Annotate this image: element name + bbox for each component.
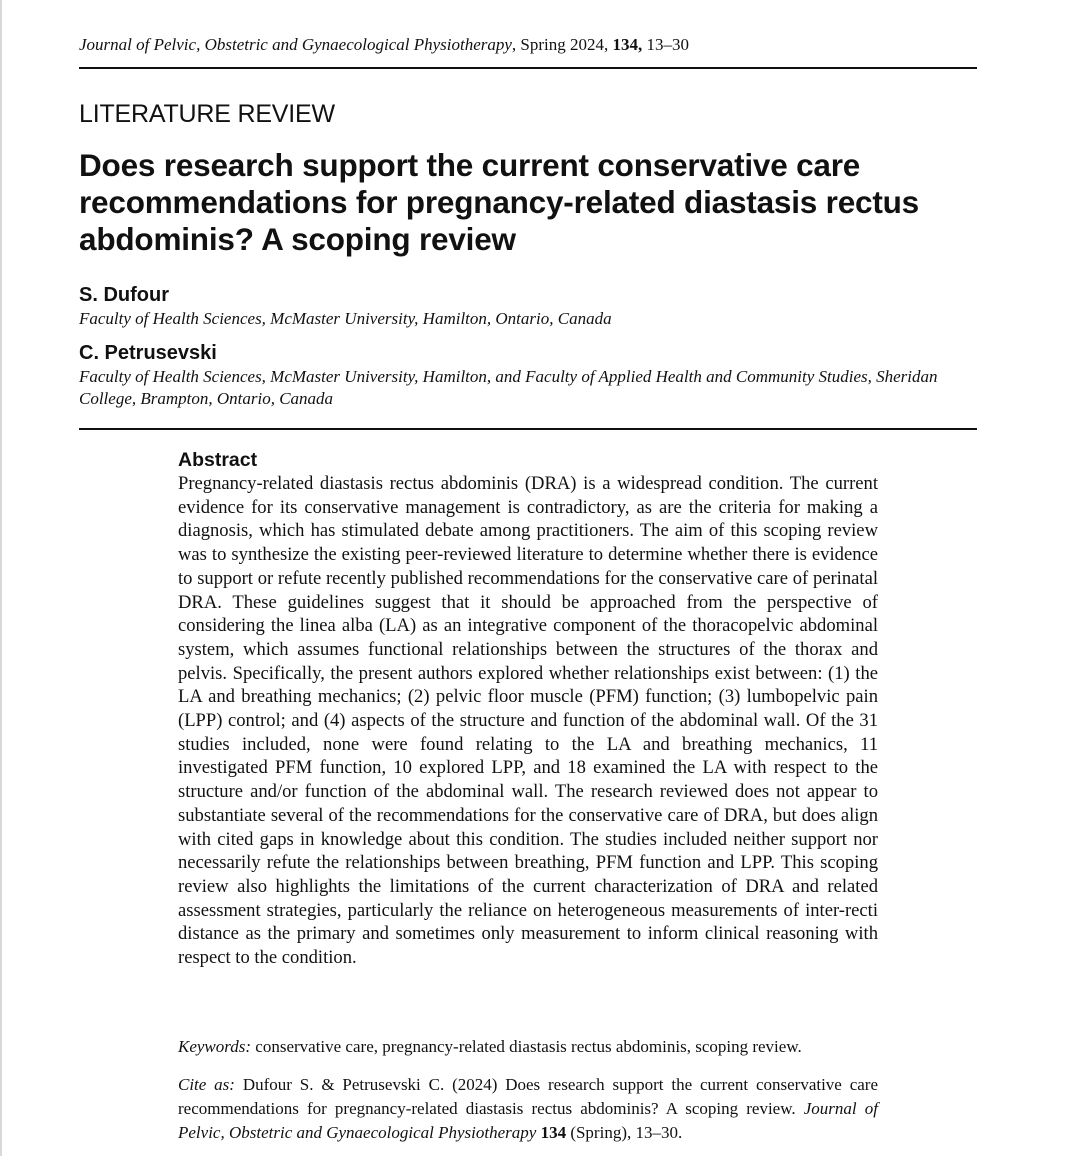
journal-volume: 134, — [612, 35, 643, 54]
author-affiliation: Faculty of Health Sciences, McMaster University, Hamilton, and Faculty of Applied Health and Community Studies, Sheridan College, Brampton, Ontario, Canada — [79, 367, 938, 408]
citation-rest: (Spring), 13–30. — [566, 1123, 683, 1142]
citation-text: Dufour S. & Petrusevski C. (2024) Does research support the current conservative care recommendations for pregnancy-related diastasis rectus abdominis? A scoping review. — [178, 1075, 878, 1118]
section-rule — [79, 428, 977, 430]
citation-volume: 134 — [540, 1123, 567, 1142]
abstract-body: Pregnancy-related diastasis rectus abdominis (DRA) is a widespread condition. The current evidence for its conservative management is contradictory, as are the criteria for making a diagnosis, which has stimulated debate among practitioners. The aim of this scoping review was to synthesize the existing peer-reviewed literature to determine whether there is evidence to support or refute recently published recommendations for the conservative care of perinatal DRA. These guidelines suggest that it should be approached from the perspective of considering the linea alba (LA) as an integrative component of the thoracopelvic abdominal system, which assumes functional relationships between the structures of the thorax and pelvis. Specifically, the present authors explored whether relationships exist between: (1) the LA and breathing mechanics; (2) pelvic floor muscle (PFM) function; (3) lumbopelvic pain (LPP) control; and (4) aspects of the structure and function of the abdominal wall. Of the 31 studies included, none were found relating to the LA and breathing mechanics, 11 investigated PFM function, 10 explored LPP, and 18 examined the LA with respect to the structure and/or function of the abdominal wall. The research reviewed does not appear to substantiate several of the recommendations for the conservative care of DRA, but does align with cited gaps in knowledge about this condition. The studies included neither support nor necessarily refute the relationships between breathing, PFM function and LPP. This scoping review also highlights the limitations of the current characterization of DRA and related assessment strategies, particularly the reliance on heterogeneous measurements of inter-recti distance as the primary and sometimes only measurement to inform clinical reasoning with respect to the condition. — [178, 473, 878, 969]
journal-pages: 13–30 — [642, 35, 690, 54]
article-title: Does research support the current conservative care recommendations for pregnancy-related diastasis rectus abdominis? A scoping review — [79, 147, 919, 257]
citation — [178, 1073, 878, 1145]
citation-label: Cite as: — [178, 1075, 235, 1094]
journal-issue: , Spring 2024, — [511, 35, 613, 54]
keywords-label: Keywords: — [178, 1037, 252, 1056]
keywords — [178, 1035, 878, 1058]
page-edge — [0, 0, 2, 1156]
citation-journal: Journal of Pelvic, Obstetric and Gynaecological Physiotherapy — [178, 1099, 878, 1142]
running-head — [79, 34, 977, 56]
author-affiliation: Faculty of Health Sciences, McMaster University, Hamilton, Ontario, Canada — [79, 309, 612, 328]
journal-name: Journal of Pelvic, Obstetric and Gynaecological Physiotherapy — [79, 35, 512, 54]
keywords-text: conservative care, pregnancy-related diastasis rectus abdominis, scoping review. — [251, 1037, 802, 1056]
author-name: S. Dufour — [79, 284, 169, 306]
author-name: C. Petrusevski — [79, 342, 217, 364]
header-rule — [79, 67, 977, 69]
section-label: LITERATURE REVIEW — [79, 100, 335, 128]
abstract-heading: Abstract — [178, 449, 258, 471]
